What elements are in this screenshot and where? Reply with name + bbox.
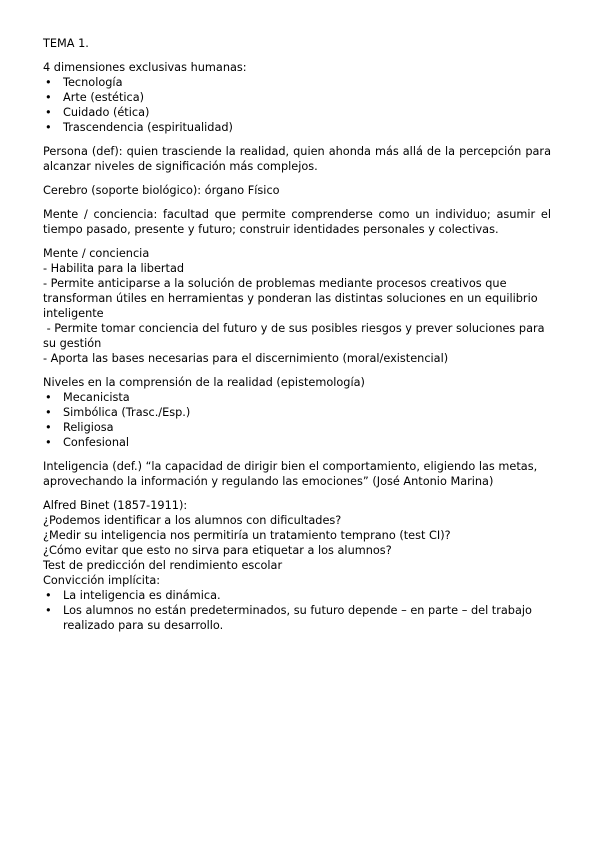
list-item: • Cuidado (ética) (45, 106, 150, 119)
mente-line: - Aporta las bases necesarias para el discernimiento (moral/existencial) (43, 352, 449, 365)
bullet-icon: • (45, 391, 52, 404)
dimensions-heading: 4 dimensiones exclusivas humanas: (43, 61, 247, 74)
binet-line: ¿Podemos identificar a los alumnos con dificultades? (43, 514, 342, 527)
list-item: • Arte (estética) (45, 91, 145, 104)
binet-line: ¿Medir su inteligencia nos permitiría un tratamiento temprano (test CI)? (43, 529, 451, 542)
mente-heading: Mente / conciencia (43, 247, 150, 260)
list-item: • Los alumnos no están predeterminados, su futuro depende – en parte – del trabajo realizado para su desarrollo. (45, 604, 532, 632)
mente-line: - Habilita para la libertad (43, 262, 185, 275)
dimensions-list (43, 75, 551, 135)
bullet-icon: • (45, 421, 52, 434)
list-item: • Trascendencia (espiritualidad) (45, 121, 233, 134)
bullet-icon: • (45, 436, 52, 449)
bullet-icon: • (45, 106, 52, 119)
document-page (43, 36, 551, 633)
list-item: • Religiosa (45, 421, 114, 434)
list-item: • Confesional (45, 436, 130, 449)
list-item: • Tecnología (45, 76, 123, 89)
bullet-icon: • (45, 589, 52, 602)
list-item: • Simbólica (Trasc./Esp.) (45, 406, 191, 419)
binet-line: ¿Cómo evitar que esto no sirva para etiquetar a los alumnos? (43, 544, 392, 557)
persona-definition: Persona (def): quien trasciende la realidad, quien ahonda más allá de la percepción para alcanzar niveles de significación más complejos. (43, 145, 551, 173)
cerebro-definition: Cerebro (soporte biológico): órgano Físico (43, 184, 280, 197)
binet-line: Test de predicción del rendimiento escolar (43, 559, 283, 572)
document-title: TEMA 1. (43, 37, 89, 50)
bullet-icon: • (45, 91, 52, 104)
binet-line: Alfred Binet (1857-1911): (43, 499, 188, 512)
bullet-icon: • (45, 604, 52, 617)
niveles-list (43, 390, 551, 450)
inteligencia-definition: Inteligencia (def.) “la capacidad de dirigir bien el comportamiento, eligiendo las metas, aprovechando la información y regulando las emociones” (José Antonio Marina) (43, 460, 538, 488)
list-item: • La inteligencia es dinámica. (45, 589, 221, 602)
bullet-icon: • (45, 406, 52, 419)
bullet-icon: • (45, 121, 52, 134)
niveles-heading: Niveles en la comprensión de la realidad (epistemología) (43, 376, 365, 389)
bullet-icon: • (45, 76, 52, 89)
mente-line: - Permite anticiparse a la solución de problemas mediante procesos creativos que transforman útiles en herramientas y ponderan las distintas soluciones en un equilibrio inteligente (43, 277, 538, 320)
mente-line: - Permite tomar conciencia del futuro y de sus posibles riesgos y prever soluciones para su gestión (43, 322, 549, 350)
mente-definition: Mente / conciencia: facultad que permite comprenderse como un individuo; asumir el tiempo pasado, presente y futuro; construir identidades personales y colectivas. (43, 208, 551, 236)
binet-list (43, 588, 551, 633)
list-item: • Mecanicista (45, 391, 130, 404)
binet-line: Convicción implícita: (43, 574, 161, 587)
